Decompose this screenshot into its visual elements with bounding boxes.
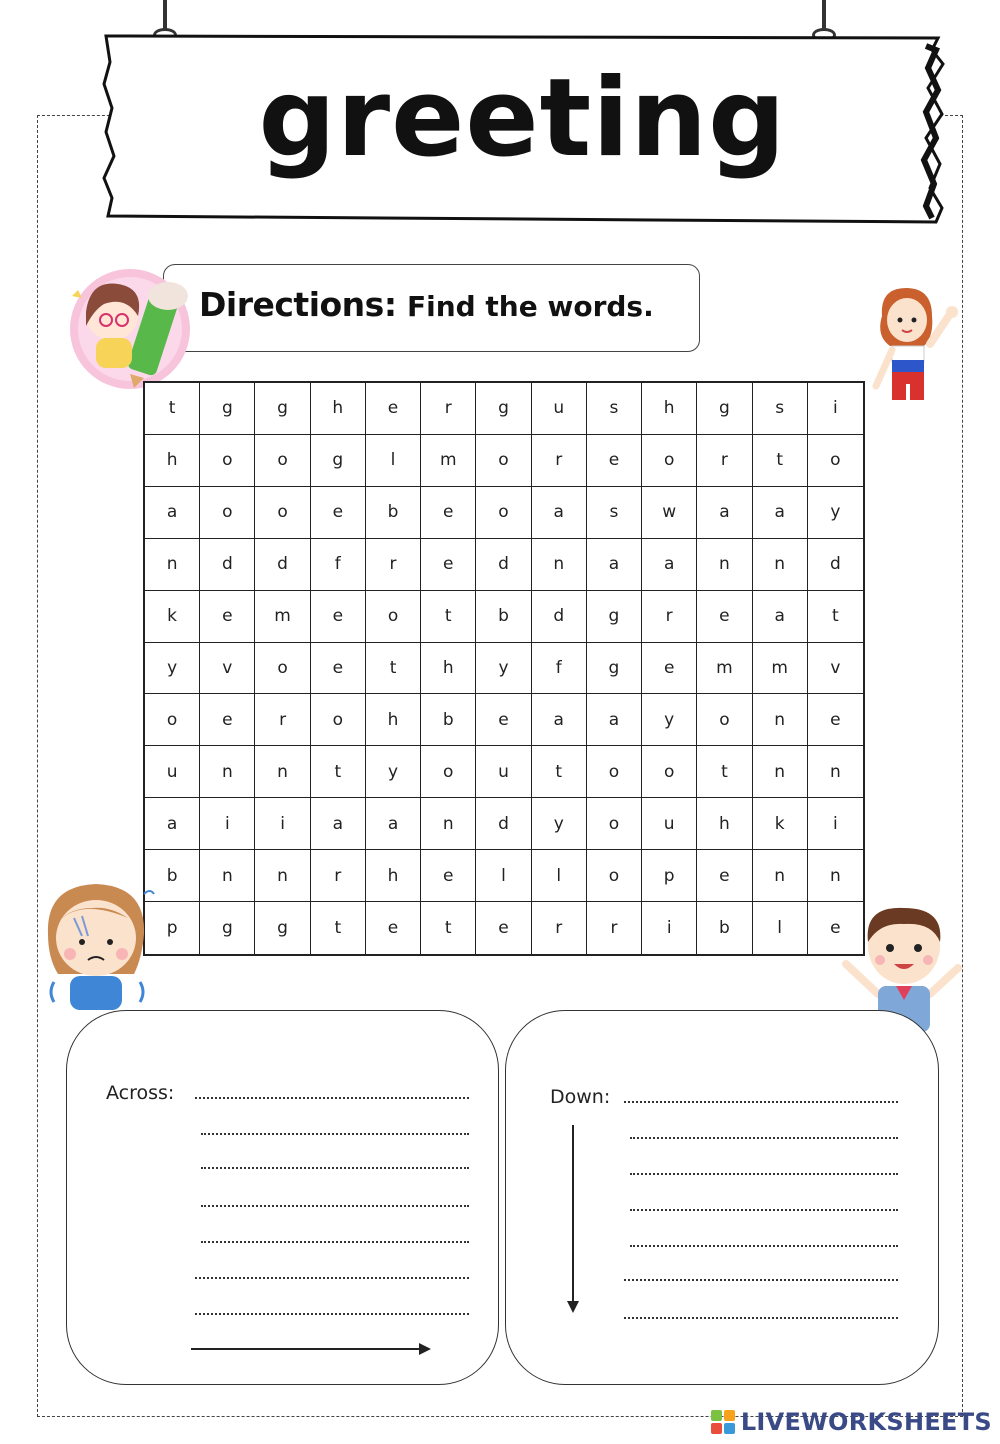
grid-cell[interactable]: a <box>587 694 642 746</box>
across-answer-line-2[interactable] <box>201 1133 469 1135</box>
grid-cell[interactable]: r <box>532 902 587 954</box>
grid-cell[interactable]: s <box>587 487 642 539</box>
grid-cell[interactable]: s <box>753 383 808 435</box>
page-title: greeting <box>258 56 787 181</box>
down-answer-panel <box>505 1010 939 1385</box>
grid-cell[interactable]: d <box>808 539 863 591</box>
grid-cell[interactable]: d <box>476 798 531 850</box>
liveworksheets-brand[interactable] <box>711 1408 992 1436</box>
grid-cell[interactable]: n <box>200 746 255 798</box>
down-answer-line-1[interactable] <box>624 1101 898 1103</box>
grid-cell[interactable]: y <box>808 487 863 539</box>
grid-cell[interactable]: p <box>145 902 200 954</box>
grid-cell[interactable]: n <box>421 798 476 850</box>
grid-cell[interactable]: m <box>697 643 752 695</box>
grid-cell[interactable]: a <box>532 487 587 539</box>
grid-cell[interactable]: u <box>532 383 587 435</box>
grid-cell[interactable]: o <box>697 694 752 746</box>
across-answer-line-3[interactable] <box>201 1167 469 1169</box>
grid-cell[interactable]: n <box>753 746 808 798</box>
grid-cell[interactable]: s <box>587 383 642 435</box>
grid-cell[interactable]: u <box>145 746 200 798</box>
grid-cell[interactable]: t <box>145 383 200 435</box>
grid-cell[interactable]: a <box>587 539 642 591</box>
grid-cell[interactable]: r <box>366 539 421 591</box>
down-answer-line-4[interactable] <box>630 1209 898 1211</box>
grid-cell[interactable]: h <box>642 383 697 435</box>
grid-cell[interactable]: r <box>697 435 752 487</box>
across-answer-line-6[interactable] <box>195 1277 469 1279</box>
across-answer-panel <box>66 1010 499 1385</box>
grid-cell[interactable]: m <box>421 435 476 487</box>
grid-cell[interactable]: a <box>532 694 587 746</box>
grid-cell[interactable]: l <box>476 850 531 902</box>
grid-cell[interactable]: g <box>697 383 752 435</box>
grid-cell[interactable]: b <box>145 850 200 902</box>
grid-cell[interactable]: y <box>476 643 531 695</box>
grid-cell[interactable]: h <box>366 850 421 902</box>
grid-cell[interactable]: o <box>255 435 310 487</box>
grid-cell[interactable]: i <box>200 798 255 850</box>
grid-cell[interactable]: o <box>200 487 255 539</box>
grid-cell[interactable]: r <box>587 902 642 954</box>
grid-cell[interactable]: h <box>145 435 200 487</box>
grid-cell[interactable]: b <box>421 694 476 746</box>
grid-cell[interactable]: t <box>366 643 421 695</box>
grid-cell[interactable]: r <box>642 591 697 643</box>
grid-cell[interactable]: y <box>642 694 697 746</box>
grid-cell[interactable]: v <box>808 643 863 695</box>
grid-cell[interactable]: o <box>587 746 642 798</box>
grid-cell[interactable]: p <box>642 850 697 902</box>
grid-cell[interactable]: o <box>200 435 255 487</box>
across-answer-line-7[interactable] <box>195 1313 469 1315</box>
grid-cell[interactable]: u <box>642 798 697 850</box>
grid-cell[interactable]: e <box>830 918 841 939</box>
grid-cell[interactable]: o <box>255 643 310 695</box>
grid-cell[interactable]: g <box>200 383 255 435</box>
grid-cell[interactable]: a <box>145 798 200 850</box>
grid-cell[interactable]: m <box>255 591 310 643</box>
grid-cell[interactable]: a <box>311 798 366 850</box>
grid-cell[interactable]: o <box>366 591 421 643</box>
directions-lead: Directions: <box>199 285 397 324</box>
grid-cell[interactable]: o <box>587 850 642 902</box>
grid-cell[interactable]: a <box>697 487 752 539</box>
grid-cell[interactable]: y <box>532 798 587 850</box>
grid-cell[interactable]: b <box>476 591 531 643</box>
grid-cell[interactable]: t <box>311 746 366 798</box>
grid-cell[interactable]: n <box>753 694 808 746</box>
down-answer-line-2[interactable] <box>630 1137 898 1139</box>
liveworksheets-brand-text: LIVEWORKSHEETS <box>740 1408 992 1436</box>
grid-cell[interactable]: r <box>311 850 366 902</box>
grid-cell[interactable]: a <box>145 487 200 539</box>
girl-with-pencil-illustration <box>60 266 200 392</box>
grid-cell[interactable]: h <box>311 383 366 435</box>
grid-cell[interactable]: e <box>642 643 697 695</box>
grid-cell[interactable]: y <box>145 643 200 695</box>
grid-cell[interactable]: e <box>697 850 752 902</box>
grid-cell[interactable]: o <box>476 487 531 539</box>
across-answer-line-4[interactable] <box>201 1205 469 1207</box>
grid-cell[interactable]: e <box>200 591 255 643</box>
grid-cell[interactable]: o <box>311 694 366 746</box>
grid-cell[interactable]: d <box>532 591 587 643</box>
grid-cell[interactable]: a <box>753 591 808 643</box>
grid-cell[interactable]: g <box>587 643 642 695</box>
grid-cell[interactable]: k <box>753 798 808 850</box>
grid-cell[interactable]: t <box>421 902 476 954</box>
grid-cell[interactable]: i <box>642 902 697 954</box>
grid-cell[interactable]: o <box>587 798 642 850</box>
grid-cell[interactable]: n <box>697 539 752 591</box>
down-answer-line-3[interactable] <box>630 1173 898 1175</box>
grid-cell[interactable]: l <box>366 435 421 487</box>
across-answer-line-1[interactable] <box>195 1097 469 1099</box>
grid-cell[interactable]: n <box>753 850 808 902</box>
grid-cell[interactable]: e <box>476 694 531 746</box>
grid-cell[interactable]: g <box>587 591 642 643</box>
directions-box <box>163 264 700 352</box>
grid-cell[interactable]: h <box>697 798 752 850</box>
grid-cell[interactable]: e <box>476 902 531 954</box>
grid-cell[interactable]: a <box>753 487 808 539</box>
grid-cell[interactable]: o <box>421 746 476 798</box>
grid-cell[interactable]: e <box>366 902 421 954</box>
down-answer-line-5[interactable] <box>630 1245 898 1247</box>
grid-cell[interactable]: e <box>311 487 366 539</box>
grid-cell[interactable]: w <box>642 487 697 539</box>
grid-cell[interactable]: r <box>255 694 310 746</box>
grid-cell[interactable]: e <box>421 850 476 902</box>
grid-cell[interactable]: e <box>311 591 366 643</box>
grid-cell[interactable]: a <box>366 798 421 850</box>
grid-cell[interactable]: e <box>697 591 752 643</box>
grid-cell[interactable]: e <box>808 694 863 746</box>
grid-cell[interactable]: o <box>642 435 697 487</box>
grid-cell[interactable]: l <box>753 902 808 954</box>
grid-cell[interactable]: i <box>808 798 863 850</box>
grid-cell[interactable]: r <box>532 435 587 487</box>
grid-cell[interactable]: e <box>587 435 642 487</box>
grid-cell[interactable]: g <box>200 902 255 954</box>
grid-cell[interactable]: n <box>808 850 863 902</box>
grid-cell[interactable]: d <box>476 539 531 591</box>
across-label: Across: <box>106 1082 175 1104</box>
grid-cell[interactable]: d <box>255 539 310 591</box>
grid-cell[interactable]: n <box>753 539 808 591</box>
grid-cell[interactable]: b <box>697 902 752 954</box>
grid-cell[interactable]: y <box>366 746 421 798</box>
grid-cell[interactable]: e <box>200 694 255 746</box>
grid-cell[interactable]: k <box>145 591 200 643</box>
down-answer-line-7[interactable] <box>624 1317 898 1319</box>
down-answer-line-6[interactable] <box>624 1279 898 1281</box>
grid-cell[interactable]: t <box>808 591 863 643</box>
down-arrow-icon <box>572 1125 574 1311</box>
grid-cell[interactable]: u <box>476 746 531 798</box>
across-answer-line-5[interactable] <box>201 1241 469 1243</box>
grid-cell[interactable]: o <box>255 487 310 539</box>
down-label: Down: <box>550 1086 611 1108</box>
grid-cell[interactable]: r <box>421 383 476 435</box>
grid-cell[interactable]: n <box>255 850 310 902</box>
grid-cell[interactable]: t <box>532 746 587 798</box>
grid-cell[interactable]: f <box>532 643 587 695</box>
directions-text <box>199 285 654 324</box>
grid-cell[interactable]: g <box>311 435 366 487</box>
grid-cell[interactable]: o <box>808 435 863 487</box>
grid-cell[interactable]: v <box>200 643 255 695</box>
grid-cell[interactable]: g <box>255 902 310 954</box>
grid-cell[interactable]: n <box>255 746 310 798</box>
grid-cell[interactable]: a <box>642 539 697 591</box>
grid-cell[interactable]: e <box>421 487 476 539</box>
grid-cell[interactable]: t <box>697 746 752 798</box>
grid-cell[interactable]: f <box>311 539 366 591</box>
grid-cell[interactable]: n <box>145 539 200 591</box>
grid-cell[interactable]: e <box>366 383 421 435</box>
grid-cell[interactable]: m <box>753 643 808 695</box>
grid-cell[interactable]: i <box>808 383 863 435</box>
waving-girl-illustration <box>862 284 962 412</box>
grid-cell[interactable]: n <box>532 539 587 591</box>
grid-cell[interactable]: e <box>311 643 366 695</box>
liveworksheets-logo-icon <box>711 1410 737 1434</box>
grid-cell[interactable]: t <box>311 902 366 954</box>
grid-cell[interactable]: t <box>421 591 476 643</box>
grid-cell[interactable]: i <box>255 798 310 850</box>
grid-cell[interactable]: l <box>532 850 587 902</box>
word-search-grid <box>143 381 865 956</box>
grid-cell[interactable]: g <box>476 383 531 435</box>
grid-cell[interactable]: h <box>421 643 476 695</box>
grid-cell[interactable]: o <box>642 746 697 798</box>
grid-cell[interactable]: o <box>145 694 200 746</box>
across-arrow-icon <box>191 1348 429 1350</box>
grid-cell[interactable]: n <box>200 850 255 902</box>
title-sign <box>100 28 945 224</box>
grid-cell[interactable]: d <box>200 539 255 591</box>
grid-cell[interactable]: o <box>476 435 531 487</box>
grid-cell[interactable]: b <box>366 487 421 539</box>
grid-cell[interactable]: e <box>421 539 476 591</box>
grid-cell[interactable]: h <box>366 694 421 746</box>
grid-cell[interactable]: g <box>255 383 310 435</box>
worried-girl-illustration <box>40 878 156 1012</box>
grid-cell[interactable]: n <box>808 746 863 798</box>
directions-instruction: Find the words. <box>406 290 654 323</box>
grid-cell[interactable]: t <box>753 435 808 487</box>
